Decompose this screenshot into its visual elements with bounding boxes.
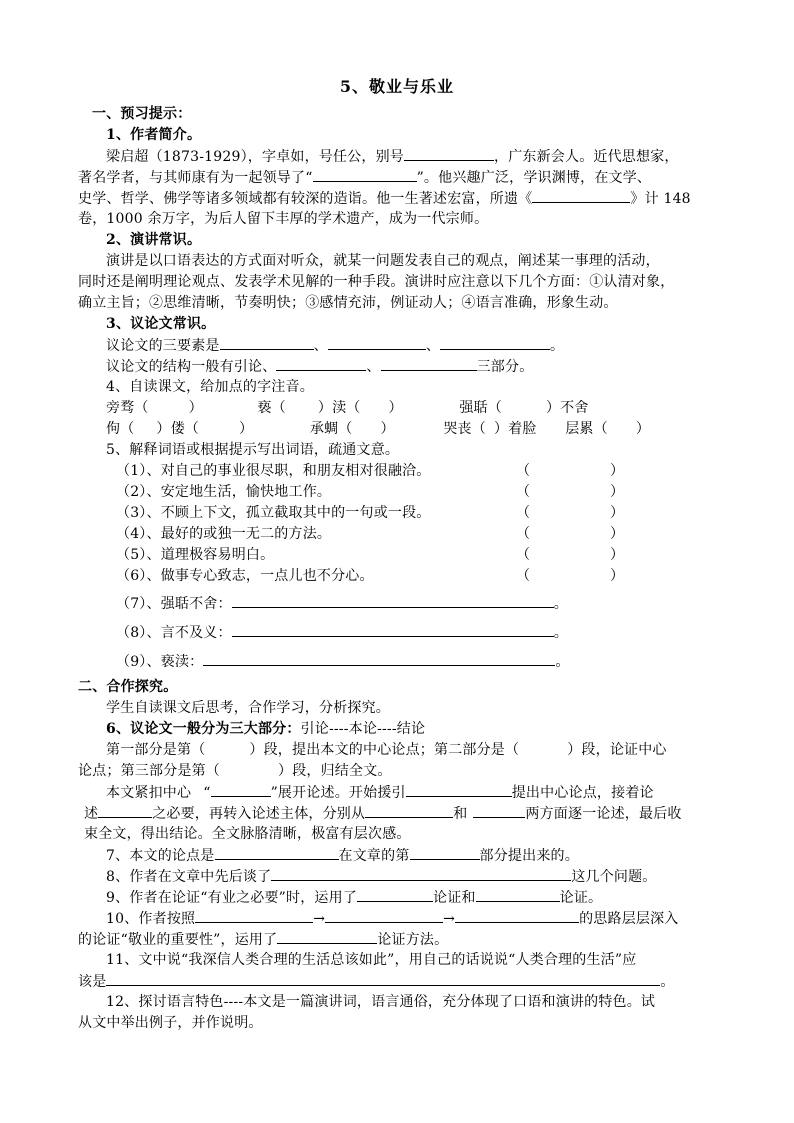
blank-step-1[interactable] [195,908,313,923]
q8: 8、作者在文章中先后谈了 这几个问题。 [106,866,734,887]
blank-thesis[interactable] [215,845,339,860]
vocab-item-8: （8）、言不及义： 。 [116,622,734,643]
blank-center[interactable] [211,782,271,797]
pinyin-instruction: 4、自读课文，给加点的字注音。 [106,379,314,395]
vocab-item-9: （9）、亵渎： 。 [116,651,734,672]
q11-line-1: 11、文中说“我深信人类合理的生活总该如此”，用自己的话说说“人类合理的生活”应 [106,952,637,968]
blank-element-1[interactable] [220,335,314,350]
q12-line-1: 12、探讨语言特色----本文是一篇演讲词，语言通俗，充分体现了口语和演讲的特色。试 [106,994,656,1010]
q6-line-4: 述 之必要，再转入论述主体，分别从 和 两方面逐一论述，最后收 [84,803,734,824]
vocab-item-2: （2）、安定地生活，愉快地工作。 （ ） [116,484,625,500]
blank-vocab-7[interactable] [232,593,554,608]
explore-q6-heading: 6、议论文一般分为三大部分：引论----本论----结论 [106,721,426,737]
blank-structure-2[interactable] [381,356,477,371]
blank-element-2[interactable] [328,335,426,350]
author-line-3: 史学、哲学、佛学等诸多领域都有较深的造诣。他一生著述宏富，所遗《 》计 148 [78,188,734,209]
q7: 7、本文的论点是 在文章的第 部分提出来的。 [106,845,734,866]
speech-line-1: 演讲是以口语表达的方式面对听众，就某一问题发表自己的观点，阐述某一事理的活动， [106,253,660,269]
q9: 9、作者在论证“有业之必要”时，运用了 论证和 论证。 [106,887,734,908]
q6-line-5: 束全文，得出结论。全文脉胳清晰，极富有层次感。 [84,826,411,842]
blank-vocab-9[interactable] [203,651,555,666]
blank-method-3[interactable] [277,929,377,944]
section-heading-preview: 一、预习提示： [92,106,192,122]
pinyin-row-1: 旁骛（ ） 亵（ ）渎（ ） 强聒（ ）不舍 [106,400,589,416]
blank-reasonable-life[interactable] [106,971,660,986]
q12-line-2: 从文中举出例子，并作说明。 [78,1015,263,1031]
blank-structure-1[interactable] [276,356,366,371]
q11-line-2: 该是 。 [78,971,734,992]
blank-vocab-8[interactable] [232,622,554,637]
speech-line-3: 确立主旨；②思维清晰，节奏明快；③感情充沛，例证动人；④语言准确，形象生动。 [78,295,618,311]
explore-intro: 学生自读课文后思考，合作学习，分析探究。 [106,700,390,716]
blank-alias[interactable] [404,146,494,161]
blank-aspect-2[interactable] [473,803,525,818]
q10-line-1: 10、作者按照 → → 的思路层层深入 [106,908,734,929]
speech-line-2: 同时还是阐明理论观点、发表学术见解的一种手段。演讲时应注意以下几个方面：①认清对象， [78,274,675,290]
q6-line-2: 论点；第三部分是第（ ）段，归结全文。 [78,763,392,779]
author-line-2: 著名学者，与其师康有为一起领导了“ ”。他兴趣广泛，学识渊博，在文学、 [78,167,734,188]
blank-method-1[interactable] [357,887,433,902]
page-title: 5、敬业与乐业 [339,77,455,96]
blank-cite[interactable] [406,782,512,797]
blank-argue[interactable] [98,803,152,818]
argument-line-1: 议论文的三要素是 、 、 。 [106,335,734,356]
blank-step-2[interactable] [325,908,443,923]
blank-part[interactable] [410,845,480,860]
vocab-item-4: （4）、最好的或独一无二的方法。 （ ） [116,526,625,542]
section-heading-explore: 二、合作探究。 [78,679,178,695]
q10-line-2: 的论证“敬业的重要性”，运用了 论证方法。 [78,929,734,950]
blank-collection[interactable] [532,188,630,203]
blank-aspect-1[interactable] [365,803,453,818]
q6-line-1: 第一部分是第（ ）段，提出本文的中心论点；第二部分是（ ）段，论证中心 [106,742,667,758]
author-line-1: 梁启超（1873-1929），字卓如，号任公，别号 ，广东新会人。近代思想家， [106,146,734,167]
q6-line-3: 本文紧扣中心 “ ”展开论述。开始援引 提出中心论点，接着论 [106,782,734,803]
vocab-item-7: （7）、强聒不舍： 。 [116,593,734,614]
blank-movement[interactable] [313,167,417,182]
blank-issues[interactable] [271,866,571,881]
blank-method-2[interactable] [476,887,560,902]
vocab-instruction: 5、解释词语或根据提示写出词语，疏通文意。 [106,442,400,458]
author-line-4: 卷，1000 余万字，为后人留下丰厚的学术遗产，成为一代宗师。 [78,211,489,227]
pinyin-row-2: 佝（ ）偻（ ） 承蜩（ ） 哭丧（ ）着脸 层累（ ） [106,421,651,437]
vocab-item-3: （3）、不顾上下文，孤立截取其中的一句或一段。 （ ） [116,505,625,521]
argument-line-2: 议论文的结构一般有引论、 、 三部分。 [106,356,734,377]
blank-element-3[interactable] [440,335,550,350]
vocab-item-5: （5）、道理极容易明白。 （ ） [116,547,625,563]
subheading-argument: 3、议论文常识。 [106,316,216,332]
subheading-speech: 2、演讲常识。 [106,232,202,248]
subheading-author: 1、作者简介。 [106,127,202,143]
blank-step-3[interactable] [455,908,579,923]
vocab-item-1: （1）、对自己的事业很尽职，和朋友相对很融洽。 （ ） [116,463,625,479]
vocab-item-6: （6）、做事专心致志，一点儿也不分心。 （ ） [116,568,625,584]
